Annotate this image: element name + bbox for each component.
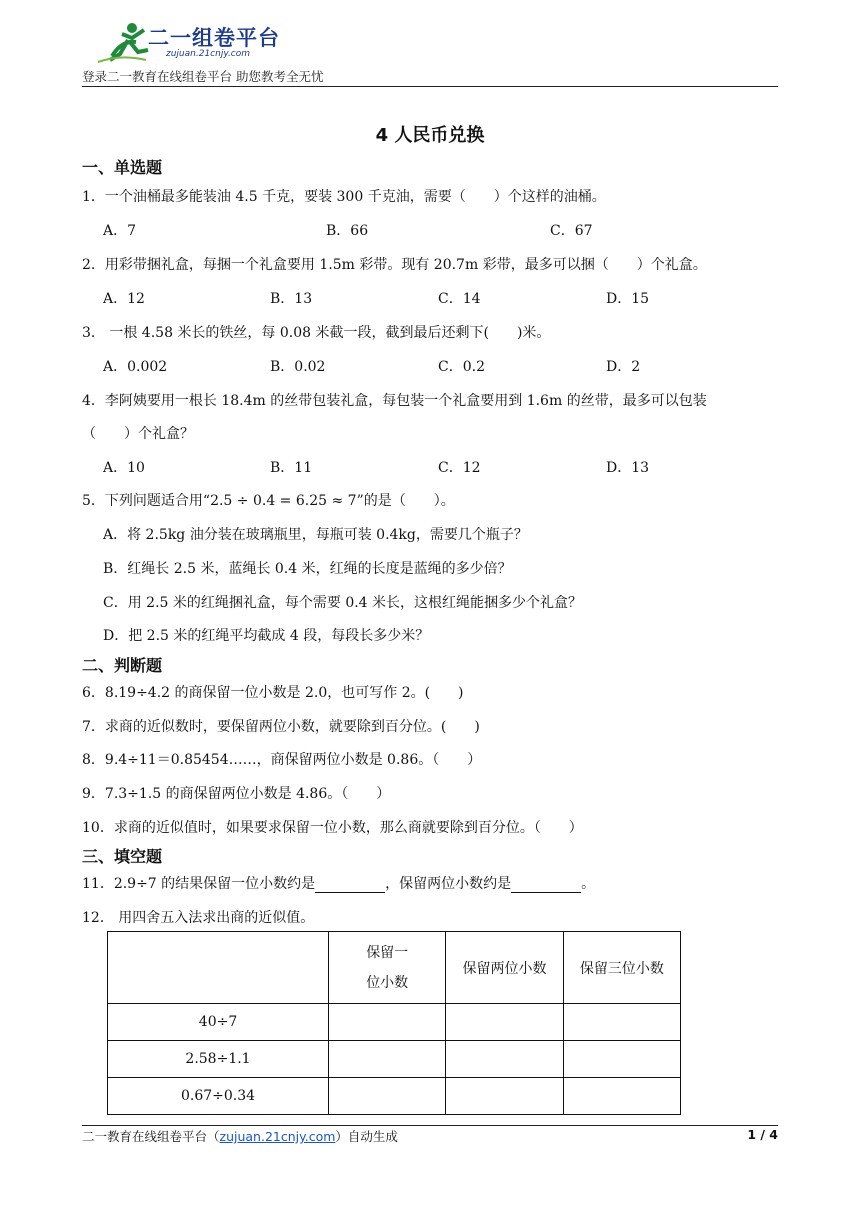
q5-option-a: A．将 2.5kg 油分装在玻璃瓶里，每瓶可装 0.4kg，需要几个瓶子？: [103, 527, 528, 543]
header-divider: [82, 86, 778, 87]
q11-blank-1[interactable]: [315, 878, 385, 893]
footer-text: [82, 1127, 398, 1145]
question-1: 1．一个油桶最多能装油 4.5 千克，要装 300 千克油，需要（ ）个这样的油桶。: [82, 189, 606, 205]
quotient-table: [107, 931, 681, 1115]
q3-option-b: B．0.02: [270, 359, 326, 375]
q3-option-d: D．2: [606, 359, 641, 375]
table-answer-cell[interactable]: [329, 1041, 446, 1078]
section-heading-fill-blank: 三、填空题: [82, 847, 163, 866]
table-answer-cell[interactable]: [563, 1041, 680, 1078]
table-row: [108, 1078, 681, 1115]
table-row-expression: 2.58÷1.1: [108, 1041, 329, 1078]
table-answer-cell[interactable]: [446, 1004, 563, 1041]
footer-divider: [82, 1125, 778, 1126]
question-8: 8．9.4÷11＝0.85454……，商保留两位小数是 0.86。（ ）: [82, 752, 482, 768]
footer-link[interactable]: zujuan.21cnjy.com: [219, 1129, 336, 1144]
table-row: [108, 1041, 681, 1078]
table-header-one-decimal-line-1: 保留一: [366, 944, 409, 961]
question-4-line-1: 4．李阿姨要用一根长 18.4m 的丝带包装礼盒，每包装一个礼盒要用到 1.6m 的丝带，最多可以包装: [82, 393, 707, 409]
question-10: 10．求商的近似值时，如果要求保留一位小数，那么商就要除到百分位。（ ）: [82, 820, 583, 836]
q5-option-c: C．用 2.5 米的红绳捆礼盒，每个需要 0.4 米长，这根红绳能捆多少个礼盒？: [103, 595, 583, 611]
q1-option-c: C．67: [550, 223, 593, 239]
q5-option-b: B．红绳长 2.5 米，蓝绳长 0.4 米，红绳的长度是蓝绳的多少倍？: [103, 561, 512, 577]
header-slogan: 登录二一教育在线组卷平台 助您教考全无忧: [82, 69, 324, 84]
q11-text-middle: ，保留两位小数约是: [385, 876, 512, 892]
table-header-empty: [108, 932, 329, 1004]
q2-option-a: A．12: [103, 291, 145, 307]
q2-option-b: B．13: [270, 291, 313, 307]
q5-option-d: D．把 2.5 米的红绳平均截成 4 段，每段长多少米？: [103, 628, 430, 644]
q11-text-start: 11．2.9÷7 的结果保留一位小数约是: [82, 876, 316, 892]
question-11: [82, 873, 595, 893]
footer-suffix: ）自动生成: [335, 1129, 398, 1144]
table-row-expression: 0.67÷0.34: [108, 1078, 329, 1115]
table-header-row: [108, 932, 681, 1004]
q4-option-a: A．10: [103, 460, 145, 476]
q11-text-end: 。: [581, 876, 596, 892]
logo-text: 二一组卷平台: [148, 26, 280, 50]
table-answer-cell[interactable]: [446, 1041, 563, 1078]
page-title: 4 人民币兑换: [375, 125, 485, 146]
q4-option-b: B．11: [270, 460, 313, 476]
question-9: 9．7.3÷1.5 的商保留两位小数是 4.86。（ ）: [82, 786, 391, 802]
q4-option-c: C．12: [438, 460, 481, 476]
table-answer-cell[interactable]: [563, 1078, 680, 1115]
q4-option-d: D．13: [606, 460, 650, 476]
page-number: 1 / 4: [747, 1127, 778, 1142]
q1-option-a: A．7: [103, 223, 137, 239]
q3-option-a: A．0.002: [103, 359, 168, 375]
footer-prefix: 二一教育在线组卷平台（: [82, 1129, 220, 1144]
table-answer-cell[interactable]: [563, 1004, 680, 1041]
question-6: 6．8.19÷4.2 的商保留一位小数是 2.0，也可写作 2。( ): [82, 685, 464, 701]
question-7: 7．求商的近似数时，要保留两位小数，就要除到百分位。( ): [82, 719, 480, 735]
table-answer-cell[interactable]: [329, 1078, 446, 1115]
section-heading-true-false: 二、判断题: [82, 656, 163, 675]
logo-url: zujuan.21cnjy.com: [166, 49, 251, 59]
question-12: 12． 用四舍五入法求出商的近似值。: [82, 910, 315, 926]
table-answer-cell[interactable]: [329, 1004, 446, 1041]
table-header-two-decimal: 保留两位小数: [446, 932, 563, 1004]
table-header-one-decimal-line-2: 位小数: [366, 974, 409, 991]
table-header-one-decimal: [329, 932, 446, 1004]
q2-option-d: D．15: [606, 291, 650, 307]
q1-option-b: B．66: [326, 223, 369, 239]
question-4-line-2: （ ）个礼盒？: [82, 426, 194, 442]
question-2: 2．用彩带捆礼盒，每捆一个礼盒要用 1.5m 彩带。现有 20.7m 彩带，最多可以捆（ ）个礼盒。: [82, 257, 707, 273]
table-row: [108, 1004, 681, 1041]
question-3: 3． 一根 4.58 米长的铁丝，每 0.08 米截一段，截到最后还剩下( )米。: [82, 325, 551, 341]
q3-option-c: C．0.2: [438, 359, 485, 375]
q11-blank-2[interactable]: [511, 878, 581, 893]
table-header-three-decimal: 保留三位小数: [563, 932, 680, 1004]
question-5: 5．下列问题适合用“2.5 ÷ 0.4 = 6.25 ≈ 7”的是（ ）。: [82, 493, 455, 509]
q2-option-c: C．14: [438, 291, 481, 307]
section-heading-single-choice: 一、单选题: [82, 158, 163, 177]
table-answer-cell[interactable]: [446, 1078, 563, 1115]
table-row-expression: 40÷7: [108, 1004, 329, 1041]
